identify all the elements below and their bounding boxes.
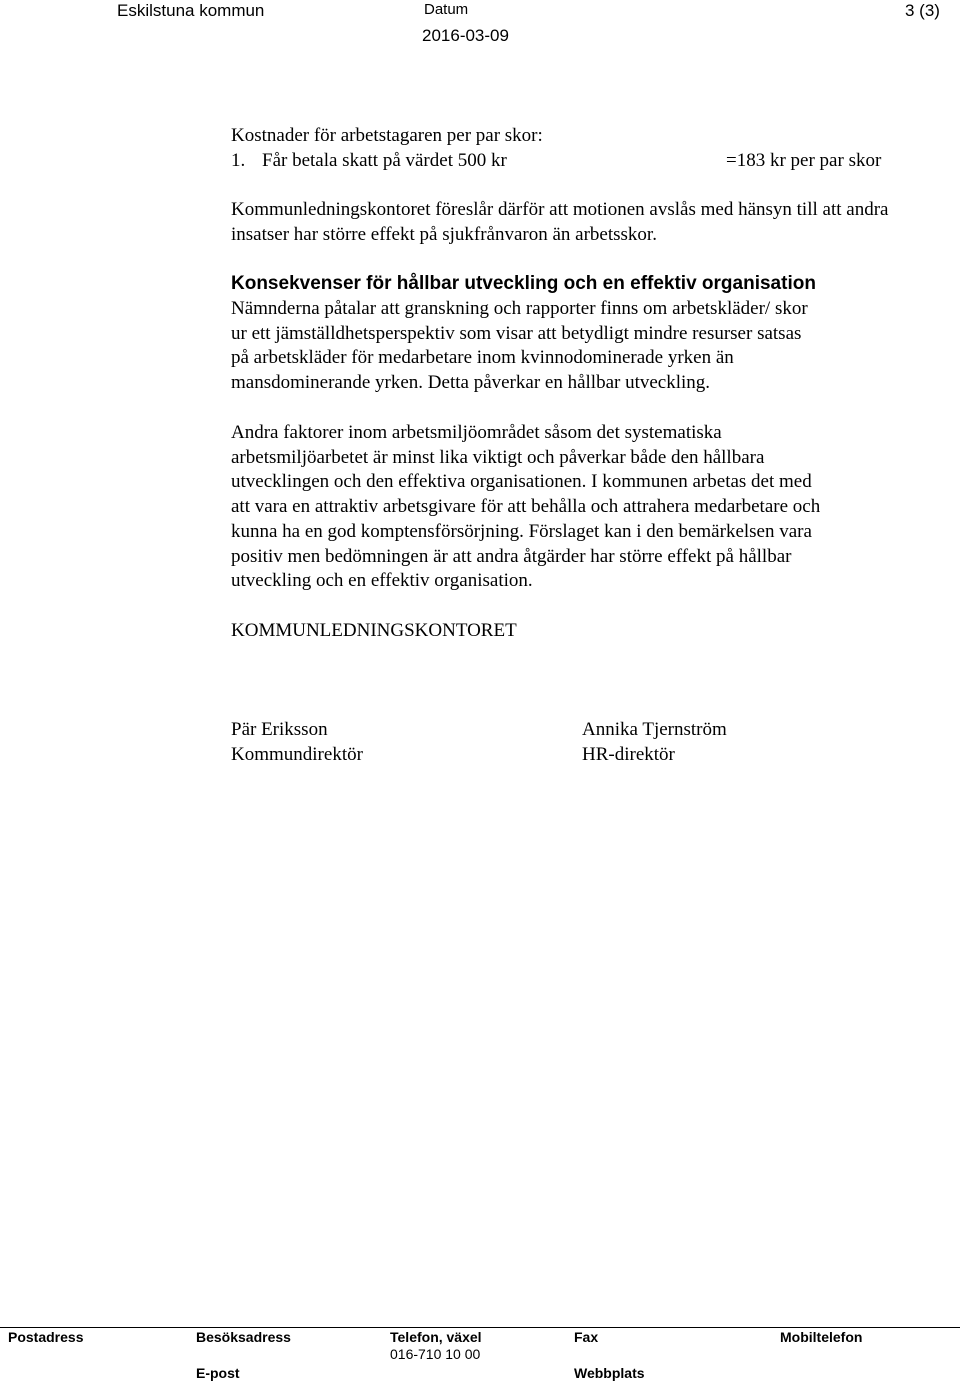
paragraph-line: kunna ha en god komptensförsörjning. Förslaget kan i den bemärkelsen vara bbox=[231, 521, 812, 542]
paragraph-line: Nämnderna påtalar att granskning och rapporter finns om arbetskläder/ skor bbox=[231, 298, 808, 319]
paragraph-line: Andra faktorer inom arbetsmiljöområdet såsom det systematiska bbox=[231, 422, 722, 443]
paragraph-line: att vara en attraktiv arbetsgivare för att behålla och attrahera medarbetare och bbox=[231, 496, 821, 517]
cost-item-text: Får betala skatt på värdet 500 kr bbox=[262, 150, 507, 171]
office-name: KOMMUNLEDNINGSKONTORET bbox=[231, 620, 517, 641]
footer-phone-label: Telefon, växel bbox=[390, 1329, 482, 1345]
footer-mobile-label: Mobiltelefon bbox=[780, 1329, 863, 1345]
cost-item-amount: =183 kr per par skor bbox=[726, 150, 882, 171]
footer-postal-label: Postadress bbox=[8, 1329, 84, 1345]
signatory-title: Kommundirektör bbox=[231, 744, 363, 765]
organization-name: Eskilstuna kommun bbox=[117, 1, 265, 20]
paragraph-line: utvecklingen och den effektiva organisationen. I kommunen arbetas det med bbox=[231, 471, 812, 492]
paragraph-line: ur ett jämställdhetsperspektiv som visar att betydligt mindre resurser satsas bbox=[231, 323, 802, 344]
signatory-name: Pär Eriksson bbox=[231, 719, 328, 740]
footer-visit-label: Besöksadress bbox=[196, 1329, 291, 1345]
page-number: 3 (3) bbox=[905, 1, 940, 20]
paragraph-line: mansdominerande yrken. Detta påverkar en hållbar utveckling. bbox=[231, 372, 711, 393]
document-date: 2016-03-09 bbox=[422, 26, 509, 45]
footer-email-label: E-post bbox=[196, 1365, 240, 1381]
footer-fax-label: Fax bbox=[574, 1329, 599, 1345]
signatory-name: Annika Tjernström bbox=[582, 719, 727, 740]
paragraph-line: utveckling och en effektiv organisation. bbox=[231, 570, 533, 591]
paragraph-line: på arbetskläder för medarbetare inom kvinnodominerade yrken än bbox=[231, 347, 734, 368]
costs-title: Kostnader för arbetstagaren per par skor: bbox=[231, 125, 543, 146]
footer-web-label: Webbplats bbox=[574, 1365, 645, 1381]
paragraph-line: positiv men bedömningen är att andra åtgärder har större effekt på hållbar bbox=[231, 546, 792, 567]
cost-item-number: 1. bbox=[231, 150, 246, 171]
paragraph-line: arbetsmiljöarbetet är minst lika viktigt och påverkar både den hållbara bbox=[231, 447, 765, 468]
signatory-title: HR-direktör bbox=[582, 744, 675, 765]
date-label: Datum bbox=[424, 1, 469, 18]
footer-phone-value: 016-710 10 00 bbox=[390, 1346, 481, 1362]
section-heading: Konsekvenser för hållbar utveckling och en effektiv organisation bbox=[231, 273, 816, 294]
proposal-paragraph: Kommunledningskontoret föreslår därför att motionen avslås med hänsyn till att andra insatser har större effekt på sjukfrånvaron än arbetsskor. bbox=[231, 199, 889, 245]
